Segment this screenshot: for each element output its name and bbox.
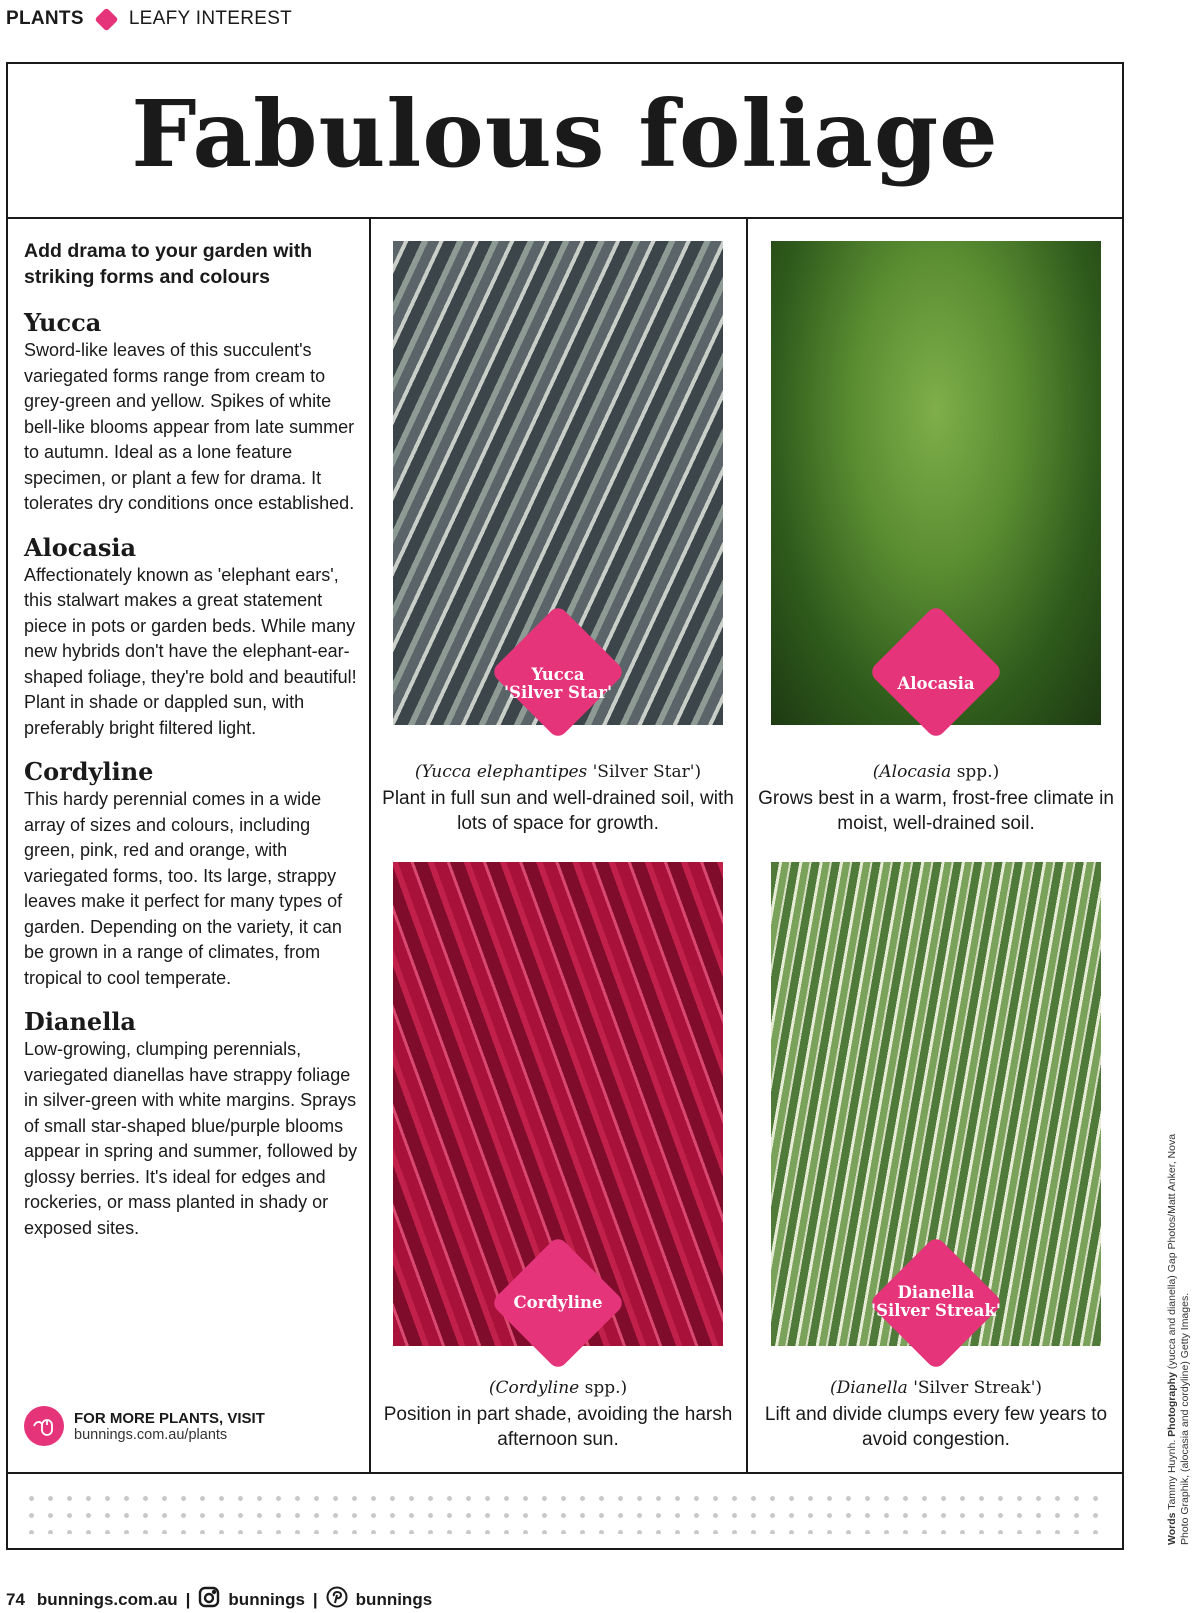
section-label: PLANTS <box>6 8 84 29</box>
photo-credits: Words Tammy Huynh. Photography (yucca and dianella) Gap Photos/Matt Anker, Nova Photo Graphik, (alocasia and cordyline) Getty Images. <box>1166 1133 1191 1545</box>
photo-caption: (Alocasia spp.) Grows best in a warm, frost-free climate in moist, well-drained soil. <box>758 762 1114 834</box>
photo-label: Cordyline <box>513 1293 603 1312</box>
dot-pattern <box>22 1490 1112 1534</box>
section-header <box>6 8 292 30</box>
intro: Add drama to your garden with striking forms and colours <box>24 240 313 288</box>
plant-text: Affectionately known as 'elephant ears', this stalwart makes a great statement piece in pots or garden beds. While many new hybrids don't have the elephant-ear-shaped foliage, they're bold and beautiful! Plant in shade or dappled sun, with preferably bright filtered light. <box>24 564 357 738</box>
diamond-icon <box>94 7 118 31</box>
site-link[interactable]: bunnings.com.au <box>36 1589 178 1609</box>
plant-heading: Yucca <box>24 308 102 337</box>
photo-label: Dianella 'Silver Streak' <box>871 1283 1001 1320</box>
separator: | <box>312 1589 318 1609</box>
plant-heading: Cordyline <box>24 757 154 786</box>
separator: | <box>185 1589 191 1609</box>
photo-label: Alocasia <box>897 674 975 693</box>
page-number: 74 <box>6 1589 25 1609</box>
more-heading: FOR MORE PLANTS, VISIT <box>74 1409 265 1427</box>
divider <box>746 217 748 1473</box>
subsection-label: LEAFY INTEREST <box>128 8 293 29</box>
photo-caption: (Yucca elephantipes 'Silver Star') Plant in full sun and well-drained soil, with lots of space for growth. <box>382 762 734 834</box>
plant-descriptions <box>24 238 364 1257</box>
photo-caption: (Dianella 'Silver Streak') Lift and divide clumps every few years to avoid congestion. <box>764 1378 1108 1450</box>
more-plants-link[interactable] <box>24 1406 265 1446</box>
more-url[interactable]: bunnings.com.au/plants <box>74 1426 228 1443</box>
plant-text: Low-growing, clumping perennials, variegated dianellas have strappy foliage in silver-green with white margins. Sprays of small star-shaped blue/purple blooms appear in spring and summer, followed by glossy berries. It's ideal for edges and rockeries, or mass planted in shady or exposed sites. <box>24 1039 358 1238</box>
divider <box>369 217 371 1473</box>
pinterest-handle[interactable]: bunnings <box>355 1589 433 1609</box>
divider <box>6 217 1124 219</box>
mouse-icon <box>24 1406 64 1446</box>
plant-heading: Alocasia <box>24 532 137 562</box>
plant-heading: Dianella <box>24 1007 136 1036</box>
photo-label: Yucca 'Silver Star' <box>504 665 612 702</box>
instagram-handle[interactable]: bunnings <box>228 1589 305 1609</box>
divider <box>6 1472 1124 1474</box>
plant-text: This hardy perennial comes in a wide array of sizes and colours, including green, pink, red and orange, with variegated forms, too. Its large, strappy leaves make it perfect for many types of garden. Depending on the variety, it can be grown in a range of climates, from tropical to cool temperate. <box>24 789 343 988</box>
photo-caption: (Cordyline spp.) Position in part shade, avoiding the harsh afternoon sun. <box>383 1378 733 1450</box>
plant-text: Sword-like leaves of this succulent's variegated forms range from cream to grey-green and yellow. Spikes of white bell-like blooms appear from late summer to autumn. Ideal as a lone feature specimen, or plant a few for drama. It tolerates dry conditions once established. <box>24 340 355 513</box>
page-title: Fabulous foliage <box>131 80 999 188</box>
